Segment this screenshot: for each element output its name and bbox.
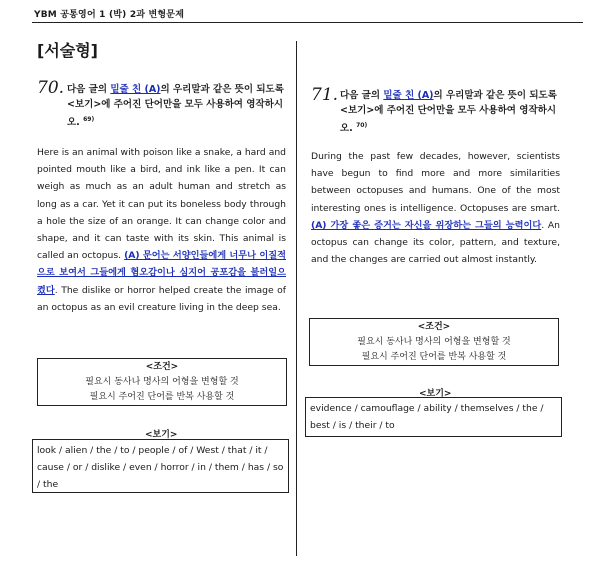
instruction-text-before: 다음 글의 — [67, 84, 111, 95]
conditions-box-70 — [37, 358, 287, 406]
instruction-text-before: 다음 글의 — [340, 90, 384, 101]
question-71-number: 71. — [311, 85, 339, 105]
passage-text-after: . An octopus can change its color, pattern, and texture, and the changes are carried out almost instantly. — [311, 219, 560, 266]
column-divider — [296, 41, 297, 556]
header-title: YBM 공통영어 1 (박) 2과 변형문제 — [34, 10, 185, 20]
condition-line: 필요시 동사나 명사의 어형을 변형할 것 — [357, 337, 511, 347]
passage-text-before: Here is an animal with poison like a snake, a hard and pointed mouth like a bird, and ink like a pen. It can weigh as much as an adult human and stretch as long as a car. Yet it can put its boneless body through a hole the size of an orange. It can change color and shape, and it can taste with its skin. This animal is called an octopus. — [37, 147, 286, 262]
question-70-number: 70. — [37, 78, 65, 98]
question-70-passage — [37, 144, 286, 316]
conditions-title: <조건> — [145, 362, 179, 372]
condition-line: 필요시 동사나 명사의 어형을 변형할 것 — [85, 377, 239, 387]
footnote-ref: 69) — [83, 116, 95, 123]
passage-underlined-answer: (A) 문어는 서양인들에게 너무나 이질적으로 보여서 그들에게 혐오감이나 심지어 공포감을 불러일으켰다 — [37, 250, 286, 296]
instruction-underlined-target: 밑줄 친 (A) — [383, 90, 434, 101]
footnote-ref: 70) — [356, 122, 368, 129]
question-71-instruction — [340, 88, 562, 136]
bogi-word-box-71: evidence / camouflage / ability / themselves / the / best / is / their / to — [305, 397, 562, 437]
conditions-title: <조건> — [417, 322, 451, 332]
section-title: [서술형] — [37, 41, 98, 60]
conditions-box-71 — [309, 318, 559, 366]
condition-line: 필요시 주어진 단어를 반복 사용할 것 — [89, 392, 235, 402]
instruction-text-after: 의 우리말과 같은 뜻이 되도록 <보기>에 주어진 단어만을 모두 사용하여 영작하시오. — [340, 90, 557, 135]
question-70-instruction — [67, 82, 291, 130]
instruction-text-after: 의 우리말과 같은 뜻이 되도록 <보기>에 주어진 단어만을 모두 사용하여 영작하시오. — [67, 84, 284, 129]
bogi-word-box-70: look / alien / the / to / people / of / West / that / it / cause / or / dislike / even / horror / in / them / has / so / the — [32, 439, 289, 493]
passage-underlined-answer: (A) 가장 좋은 증거는 자신을 위장하는 그들의 능력이다 — [311, 219, 542, 231]
instruction-underlined-target: 밑줄 친 (A) — [110, 84, 161, 95]
passage-text-before: During the past few decades, however, scientists have begun to find more and more similarities between octopuses and humans. One of the most interesting ones is intelligence. Octopuses are smart. — [311, 151, 560, 214]
bogi-title-71: <보기> — [419, 389, 452, 399]
bogi-title-70: <보기> — [145, 430, 178, 440]
header-rule — [32, 22, 583, 23]
condition-line: 필요시 주어진 단어를 반복 사용할 것 — [361, 352, 507, 362]
passage-text-after: . The dislike or horror helped create the image of an octopus as an evil creature living in the deep sea. — [37, 284, 286, 313]
question-71-passage — [311, 148, 560, 268]
